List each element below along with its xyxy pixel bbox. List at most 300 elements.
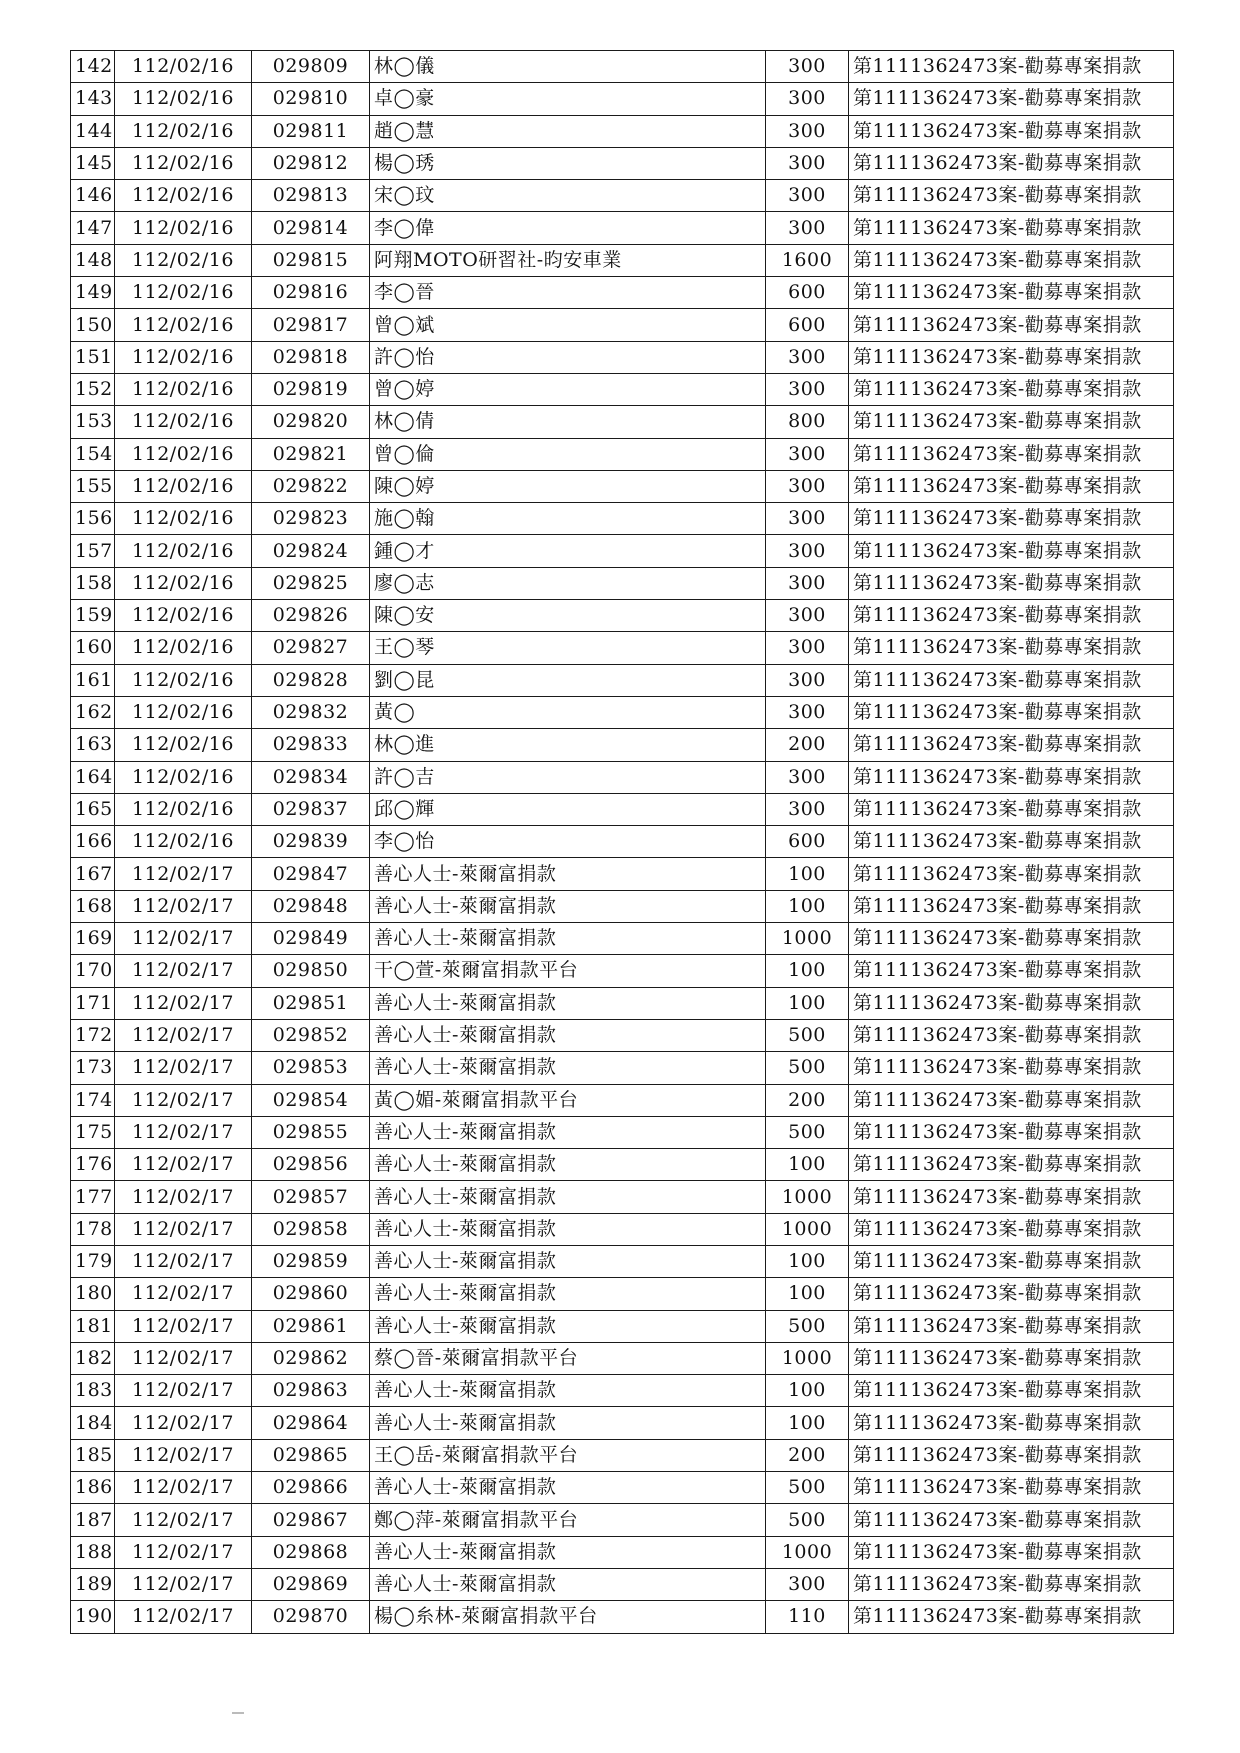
row-number: 168 (71, 890, 115, 922)
scan-mark (232, 1712, 244, 1714)
donor-name: 卓◯豪 (370, 83, 766, 115)
table-row (71, 1375, 1174, 1407)
donation-date: 112/02/16 (115, 600, 252, 632)
donation-date: 112/02/17 (115, 1601, 252, 1633)
donation-purpose: 第1111362473案-勸募專案捐款 (849, 955, 1174, 987)
donation-amount: 300 (766, 632, 849, 664)
row-number: 175 (71, 1116, 115, 1148)
table-row (71, 793, 1174, 825)
donor-name: 陳◯婷 (370, 470, 766, 502)
row-number: 174 (71, 1084, 115, 1116)
receipt-number: 029858 (252, 1213, 370, 1245)
donation-purpose: 第1111362473案-勸募專案捐款 (849, 1116, 1174, 1148)
receipt-number: 029867 (252, 1504, 370, 1536)
receipt-number: 029810 (252, 83, 370, 115)
receipt-number: 029869 (252, 1568, 370, 1600)
donation-date: 112/02/17 (115, 923, 252, 955)
donor-name: 許◯怡 (370, 341, 766, 373)
donor-name: 蔡◯晉-萊爾富捐款平台 (370, 1342, 766, 1374)
donation-date: 112/02/16 (115, 180, 252, 212)
donation-amount: 1000 (766, 1181, 849, 1213)
receipt-number: 029859 (252, 1245, 370, 1277)
donation-purpose: 第1111362473案-勸募專案捐款 (849, 1472, 1174, 1504)
row-number: 169 (71, 923, 115, 955)
donor-name: 王◯琴 (370, 632, 766, 664)
row-number: 152 (71, 373, 115, 405)
donor-name: 林◯進 (370, 729, 766, 761)
donation-date: 112/02/17 (115, 955, 252, 987)
donation-date: 112/02/16 (115, 696, 252, 728)
table-row (71, 1439, 1174, 1471)
receipt-number: 029824 (252, 535, 370, 567)
row-number: 171 (71, 987, 115, 1019)
donation-date: 112/02/17 (115, 1245, 252, 1277)
donation-purpose: 第1111362473案-勸募專案捐款 (849, 373, 1174, 405)
table-row (71, 180, 1174, 212)
receipt-number: 029853 (252, 1052, 370, 1084)
donation-date: 112/02/17 (115, 1472, 252, 1504)
donor-name: 善心人士-萊爾富捐款 (370, 1407, 766, 1439)
donation-amount: 300 (766, 600, 849, 632)
donation-amount: 500 (766, 1310, 849, 1342)
donation-purpose: 第1111362473案-勸募專案捐款 (849, 1019, 1174, 1051)
donation-amount: 100 (766, 890, 849, 922)
donation-date: 112/02/17 (115, 1213, 252, 1245)
donor-name: 善心人士-萊爾富捐款 (370, 1019, 766, 1051)
receipt-number: 029868 (252, 1536, 370, 1568)
donation-purpose: 第1111362473案-勸募專案捐款 (849, 1536, 1174, 1568)
receipt-number: 029811 (252, 115, 370, 147)
donation-amount: 300 (766, 696, 849, 728)
donor-name: 善心人士-萊爾富捐款 (370, 1116, 766, 1148)
donation-amount: 1000 (766, 1536, 849, 1568)
donation-purpose: 第1111362473案-勸募專案捐款 (849, 890, 1174, 922)
receipt-number: 029815 (252, 244, 370, 276)
row-number: 190 (71, 1601, 115, 1633)
donation-purpose: 第1111362473案-勸募專案捐款 (849, 1407, 1174, 1439)
donation-purpose: 第1111362473案-勸募專案捐款 (849, 632, 1174, 664)
donation-purpose: 第1111362473案-勸募專案捐款 (849, 1504, 1174, 1536)
donation-date: 112/02/16 (115, 535, 252, 567)
donor-name: 善心人士-萊爾富捐款 (370, 987, 766, 1019)
receipt-number: 029856 (252, 1149, 370, 1181)
donor-name: 善心人士-萊爾富捐款 (370, 890, 766, 922)
donor-name: 黃◯媚-萊爾富捐款平台 (370, 1084, 766, 1116)
donor-name: 善心人士-萊爾富捐款 (370, 858, 766, 890)
donation-amount: 300 (766, 1568, 849, 1600)
table-row (71, 1213, 1174, 1245)
table-row (71, 1084, 1174, 1116)
receipt-number: 029814 (252, 212, 370, 244)
donation-date: 112/02/16 (115, 115, 252, 147)
donation-purpose: 第1111362473案-勸募專案捐款 (849, 212, 1174, 244)
donation-date: 112/02/17 (115, 1407, 252, 1439)
receipt-number: 029852 (252, 1019, 370, 1051)
donor-name: 許◯吉 (370, 761, 766, 793)
receipt-number: 029812 (252, 147, 370, 179)
donation-amount: 300 (766, 503, 849, 535)
donation-date: 112/02/17 (115, 1439, 252, 1471)
receipt-number: 029866 (252, 1472, 370, 1504)
receipt-number: 029848 (252, 890, 370, 922)
donation-amount: 300 (766, 147, 849, 179)
donation-amount: 1600 (766, 244, 849, 276)
donation-amount: 1000 (766, 1213, 849, 1245)
row-number: 147 (71, 212, 115, 244)
donation-purpose: 第1111362473案-勸募專案捐款 (849, 406, 1174, 438)
donation-purpose: 第1111362473案-勸募專案捐款 (849, 115, 1174, 147)
donation-date: 112/02/17 (115, 1181, 252, 1213)
donation-amount: 500 (766, 1472, 849, 1504)
donation-date: 112/02/17 (115, 1116, 252, 1148)
donor-name: 善心人士-萊爾富捐款 (370, 1181, 766, 1213)
receipt-number: 029851 (252, 987, 370, 1019)
donation-amount: 300 (766, 51, 849, 83)
donor-name: 宋◯玟 (370, 180, 766, 212)
donation-date: 112/02/17 (115, 1278, 252, 1310)
donation-date: 112/02/16 (115, 147, 252, 179)
row-number: 176 (71, 1149, 115, 1181)
table-row (71, 309, 1174, 341)
donation-amount: 100 (766, 1375, 849, 1407)
table-row (71, 664, 1174, 696)
row-number: 181 (71, 1310, 115, 1342)
donation-date: 112/02/16 (115, 309, 252, 341)
receipt-number: 029865 (252, 1439, 370, 1471)
donation-date: 112/02/16 (115, 373, 252, 405)
donation-purpose: 第1111362473案-勸募專案捐款 (849, 470, 1174, 502)
donation-purpose: 第1111362473案-勸募專案捐款 (849, 826, 1174, 858)
donation-amount: 200 (766, 1084, 849, 1116)
table-row (71, 244, 1174, 276)
table-row (71, 1149, 1174, 1181)
donation-purpose: 第1111362473案-勸募專案捐款 (849, 277, 1174, 309)
receipt-number: 029834 (252, 761, 370, 793)
donation-purpose: 第1111362473案-勸募專案捐款 (849, 180, 1174, 212)
donation-amount: 300 (766, 83, 849, 115)
row-number: 154 (71, 438, 115, 470)
receipt-number: 029825 (252, 567, 370, 599)
donor-name: 曾◯斌 (370, 309, 766, 341)
donation-amount: 300 (766, 438, 849, 470)
receipt-number: 029849 (252, 923, 370, 955)
row-number: 160 (71, 632, 115, 664)
receipt-number: 029833 (252, 729, 370, 761)
row-number: 167 (71, 858, 115, 890)
table-row (71, 858, 1174, 890)
donation-purpose: 第1111362473案-勸募專案捐款 (849, 1439, 1174, 1471)
table-row (71, 341, 1174, 373)
donation-date: 112/02/16 (115, 406, 252, 438)
donor-name: 曾◯婷 (370, 373, 766, 405)
table-row (71, 83, 1174, 115)
table-row (71, 373, 1174, 405)
donation-amount: 300 (766, 470, 849, 502)
row-number: 178 (71, 1213, 115, 1245)
row-number: 188 (71, 1536, 115, 1568)
donation-date: 112/02/17 (115, 1052, 252, 1084)
receipt-number: 029839 (252, 826, 370, 858)
donation-date: 112/02/16 (115, 503, 252, 535)
table-row (71, 632, 1174, 664)
donor-name: 善心人士-萊爾富捐款 (370, 1149, 766, 1181)
donation-amount: 500 (766, 1116, 849, 1148)
donor-name: 善心人士-萊爾富捐款 (370, 1472, 766, 1504)
donation-date: 112/02/16 (115, 567, 252, 599)
donor-name: 楊◯糸林-萊爾富捐款平台 (370, 1601, 766, 1633)
donation-amount: 600 (766, 277, 849, 309)
receipt-number: 029857 (252, 1181, 370, 1213)
receipt-number: 029823 (252, 503, 370, 535)
donation-date: 112/02/17 (115, 1375, 252, 1407)
donation-amount: 600 (766, 826, 849, 858)
row-number: 166 (71, 826, 115, 858)
row-number: 172 (71, 1019, 115, 1051)
donation-date: 112/02/17 (115, 1084, 252, 1116)
donation-purpose: 第1111362473案-勸募專案捐款 (849, 1278, 1174, 1310)
table-row (71, 987, 1174, 1019)
table-row (71, 1342, 1174, 1374)
row-number: 157 (71, 535, 115, 567)
receipt-number: 029817 (252, 309, 370, 341)
table-row (71, 890, 1174, 922)
table-row (71, 470, 1174, 502)
table-row (71, 535, 1174, 567)
donation-date: 112/02/16 (115, 793, 252, 825)
row-number: 142 (71, 51, 115, 83)
donation-ledger-table (70, 50, 1174, 1634)
donation-amount: 100 (766, 858, 849, 890)
table-row (71, 406, 1174, 438)
donor-name: 善心人士-萊爾富捐款 (370, 1536, 766, 1568)
donation-date: 112/02/17 (115, 1149, 252, 1181)
row-number: 145 (71, 147, 115, 179)
donation-date: 112/02/17 (115, 1504, 252, 1536)
donor-name: 李◯偉 (370, 212, 766, 244)
donation-date: 112/02/16 (115, 729, 252, 761)
donation-date: 112/02/17 (115, 890, 252, 922)
donor-name: 善心人士-萊爾富捐款 (370, 1052, 766, 1084)
receipt-number: 029828 (252, 664, 370, 696)
table-row (71, 1181, 1174, 1213)
receipt-number: 029822 (252, 470, 370, 502)
donation-date: 112/02/17 (115, 987, 252, 1019)
donation-purpose: 第1111362473案-勸募專案捐款 (849, 51, 1174, 83)
row-number: 143 (71, 83, 115, 115)
donation-purpose: 第1111362473案-勸募專案捐款 (849, 761, 1174, 793)
donation-purpose: 第1111362473案-勸募專案捐款 (849, 244, 1174, 276)
donation-purpose: 第1111362473案-勸募專案捐款 (849, 341, 1174, 373)
table-row (71, 1536, 1174, 1568)
receipt-number: 029832 (252, 696, 370, 728)
table-row (71, 503, 1174, 535)
donor-name: 邱◯輝 (370, 793, 766, 825)
row-number: 156 (71, 503, 115, 535)
donation-date: 112/02/17 (115, 1342, 252, 1374)
donation-date: 112/02/16 (115, 438, 252, 470)
table-row (71, 1601, 1174, 1633)
donation-purpose: 第1111362473案-勸募專案捐款 (849, 600, 1174, 632)
table-row (71, 567, 1174, 599)
donation-amount: 100 (766, 1149, 849, 1181)
row-number: 183 (71, 1375, 115, 1407)
receipt-number: 029855 (252, 1116, 370, 1148)
donation-amount: 300 (766, 761, 849, 793)
donation-date: 112/02/17 (115, 858, 252, 890)
receipt-number: 029826 (252, 600, 370, 632)
donation-date: 112/02/16 (115, 761, 252, 793)
donation-amount: 500 (766, 1019, 849, 1051)
table-row (71, 147, 1174, 179)
donation-amount: 300 (766, 373, 849, 405)
table-row (71, 923, 1174, 955)
row-number: 162 (71, 696, 115, 728)
receipt-number: 029861 (252, 1310, 370, 1342)
donation-purpose: 第1111362473案-勸募專案捐款 (849, 309, 1174, 341)
row-number: 146 (71, 180, 115, 212)
donor-name: 李◯晉 (370, 277, 766, 309)
row-number: 185 (71, 1439, 115, 1471)
table-row (71, 1116, 1174, 1148)
donation-amount: 500 (766, 1504, 849, 1536)
donation-amount: 110 (766, 1601, 849, 1633)
donor-name: 楊◯琇 (370, 147, 766, 179)
donation-purpose: 第1111362473案-勸募專案捐款 (849, 793, 1174, 825)
receipt-number: 029827 (252, 632, 370, 664)
donation-purpose: 第1111362473案-勸募專案捐款 (849, 923, 1174, 955)
donation-amount: 300 (766, 180, 849, 212)
table-row (71, 955, 1174, 987)
receipt-number: 029837 (252, 793, 370, 825)
table-row (71, 1019, 1174, 1051)
receipt-number: 029847 (252, 858, 370, 890)
row-number: 186 (71, 1472, 115, 1504)
donor-name: 善心人士-萊爾富捐款 (370, 923, 766, 955)
row-number: 164 (71, 761, 115, 793)
donor-name: 林◯倩 (370, 406, 766, 438)
donation-purpose: 第1111362473案-勸募專案捐款 (849, 567, 1174, 599)
donation-purpose: 第1111362473案-勸募專案捐款 (849, 147, 1174, 179)
donation-amount: 300 (766, 535, 849, 567)
table-row (71, 277, 1174, 309)
donation-date: 112/02/16 (115, 341, 252, 373)
donor-name: 善心人士-萊爾富捐款 (370, 1310, 766, 1342)
row-number: 187 (71, 1504, 115, 1536)
donor-name: 黃◯ (370, 696, 766, 728)
row-number: 165 (71, 793, 115, 825)
table-row (71, 1472, 1174, 1504)
row-number: 151 (71, 341, 115, 373)
donation-amount: 300 (766, 793, 849, 825)
table-row (71, 761, 1174, 793)
table-row (71, 51, 1174, 83)
donation-amount: 300 (766, 212, 849, 244)
donor-name: 鍾◯才 (370, 535, 766, 567)
donation-date: 112/02/16 (115, 244, 252, 276)
donor-name: 曾◯倫 (370, 438, 766, 470)
donation-amount: 1000 (766, 1342, 849, 1374)
donor-name: 林◯儀 (370, 51, 766, 83)
donation-purpose: 第1111362473案-勸募專案捐款 (849, 729, 1174, 761)
row-number: 182 (71, 1342, 115, 1374)
donor-name: 鄭◯萍-萊爾富捐款平台 (370, 1504, 766, 1536)
row-number: 163 (71, 729, 115, 761)
row-number: 179 (71, 1245, 115, 1277)
receipt-number: 029819 (252, 373, 370, 405)
row-number: 159 (71, 600, 115, 632)
donation-date: 112/02/16 (115, 277, 252, 309)
donation-date: 112/02/16 (115, 83, 252, 115)
donation-purpose: 第1111362473案-勸募專案捐款 (849, 1601, 1174, 1633)
donation-purpose: 第1111362473案-勸募專案捐款 (849, 1245, 1174, 1277)
donation-amount: 500 (766, 1052, 849, 1084)
donation-date: 112/02/17 (115, 1310, 252, 1342)
donor-name: 陳◯安 (370, 600, 766, 632)
donation-date: 112/02/16 (115, 212, 252, 244)
donor-name: 趙◯慧 (370, 115, 766, 147)
receipt-number: 029813 (252, 180, 370, 212)
donation-amount: 100 (766, 1407, 849, 1439)
donation-purpose: 第1111362473案-勸募專案捐款 (849, 1052, 1174, 1084)
donation-date: 112/02/16 (115, 470, 252, 502)
row-number: 184 (71, 1407, 115, 1439)
table-row (71, 1568, 1174, 1600)
donor-name: 劉◯昆 (370, 664, 766, 696)
table-row (71, 115, 1174, 147)
table-row (71, 438, 1174, 470)
row-number: 177 (71, 1181, 115, 1213)
receipt-number: 029821 (252, 438, 370, 470)
donation-purpose: 第1111362473案-勸募專案捐款 (849, 503, 1174, 535)
row-number: 189 (71, 1568, 115, 1600)
receipt-number: 029863 (252, 1375, 370, 1407)
donation-amount: 100 (766, 1278, 849, 1310)
donation-purpose: 第1111362473案-勸募專案捐款 (849, 664, 1174, 696)
donation-date: 112/02/16 (115, 632, 252, 664)
donation-date: 112/02/16 (115, 826, 252, 858)
row-number: 158 (71, 567, 115, 599)
row-number: 150 (71, 309, 115, 341)
donation-amount: 100 (766, 987, 849, 1019)
donor-name: 施◯翰 (370, 503, 766, 535)
table-row (71, 1407, 1174, 1439)
row-number: 173 (71, 1052, 115, 1084)
donation-amount: 100 (766, 1245, 849, 1277)
table-row (71, 1052, 1174, 1084)
donation-amount: 300 (766, 115, 849, 147)
donation-amount: 600 (766, 309, 849, 341)
donation-amount: 300 (766, 664, 849, 696)
donation-date: 112/02/16 (115, 664, 252, 696)
table-row (71, 1278, 1174, 1310)
donation-purpose: 第1111362473案-勸募專案捐款 (849, 1375, 1174, 1407)
donation-purpose: 第1111362473案-勸募專案捐款 (849, 1213, 1174, 1245)
row-number: 155 (71, 470, 115, 502)
donation-purpose: 第1111362473案-勸募專案捐款 (849, 987, 1174, 1019)
table-row (71, 600, 1174, 632)
table-row (71, 1504, 1174, 1536)
donation-amount: 300 (766, 567, 849, 599)
donor-name: 善心人士-萊爾富捐款 (370, 1568, 766, 1600)
receipt-number: 029860 (252, 1278, 370, 1310)
donor-name: 善心人士-萊爾富捐款 (370, 1375, 766, 1407)
table-row (71, 212, 1174, 244)
donation-amount: 1000 (766, 923, 849, 955)
donor-name: 善心人士-萊爾富捐款 (370, 1213, 766, 1245)
donation-amount: 200 (766, 729, 849, 761)
table-row (71, 826, 1174, 858)
row-number: 161 (71, 664, 115, 696)
